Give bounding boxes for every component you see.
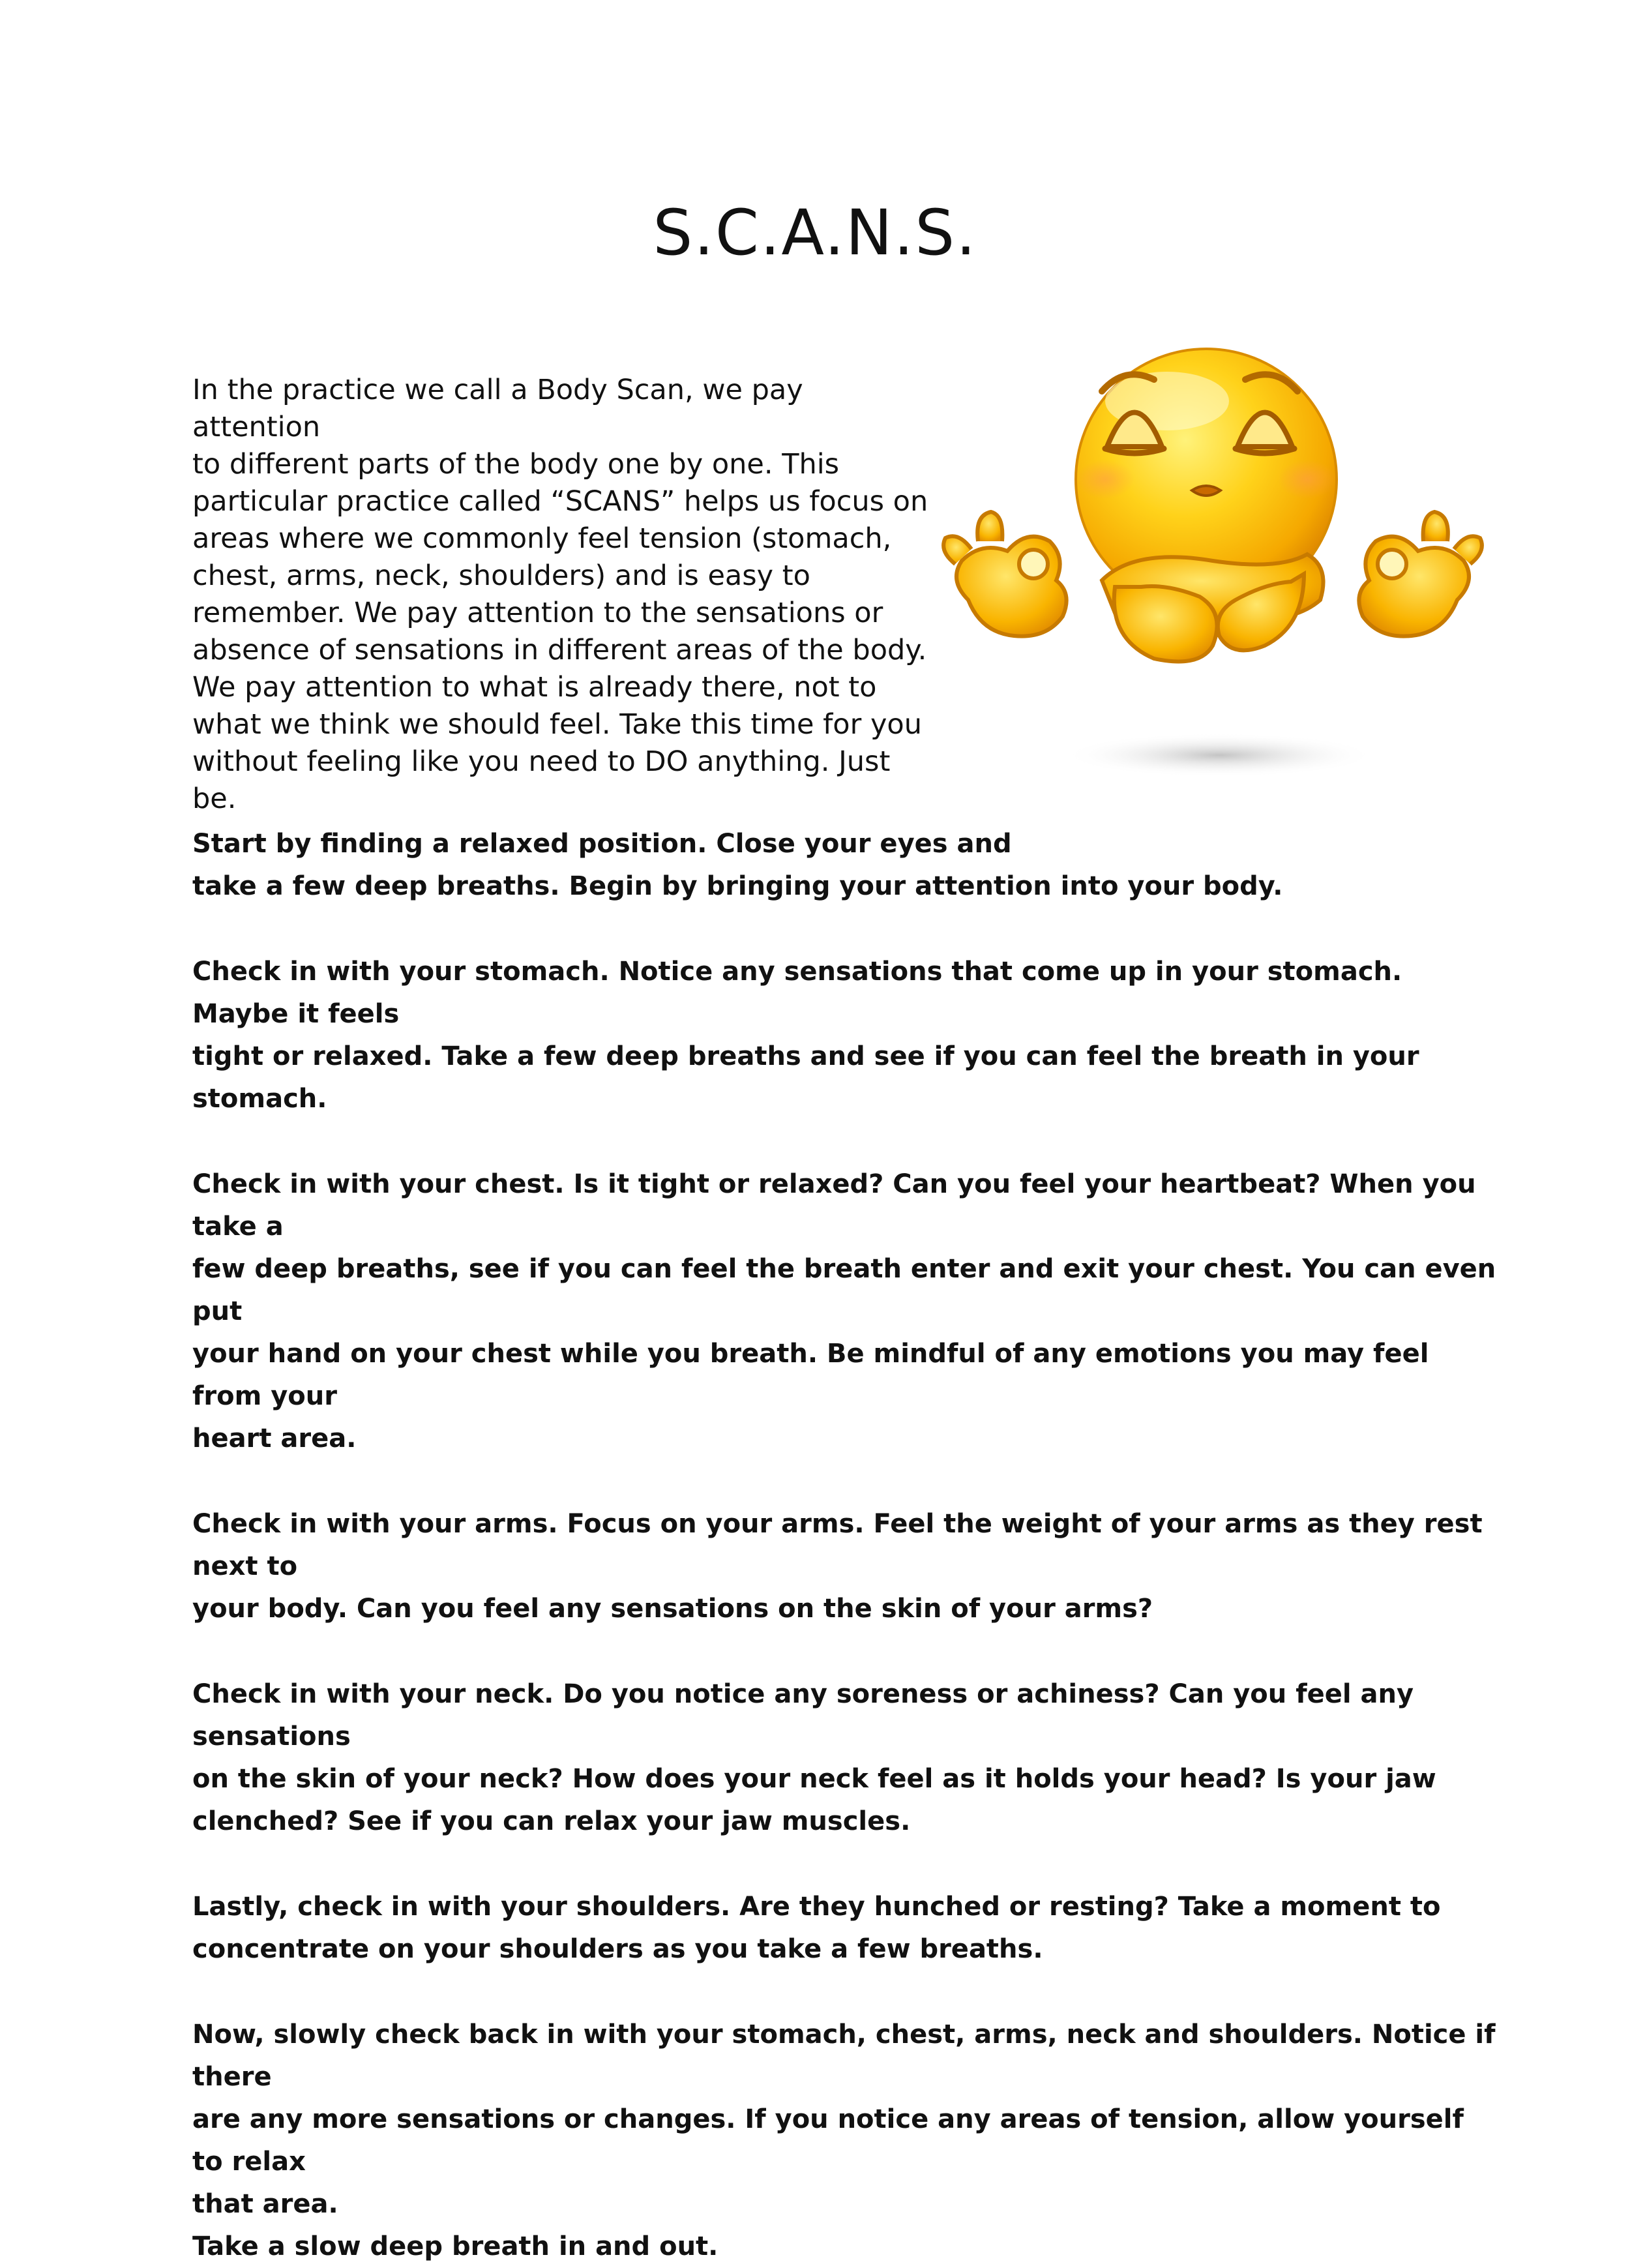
instruction-recheck: Now, slowly check back in with your stomach, chest, arms, neck and shoulders. Notice if there are any more sensations or changes. If you notice any areas of tension, allow yourself to relax that area.: [192, 2020, 1496, 2219]
instructions: [192, 823, 1496, 2268]
instruction-shoulders: Lastly, check in with your shoulders. Are they hunched or resting? Take a moment to concentrate on your shoulders as you take a few breaths.: [192, 1892, 1441, 1964]
intro-paragraph: In the practice we call a Body Scan, we pay attention to different parts of the body one by one. This particular practice called “SCANS” helps us focus on areas where we commonly feel tension (stomach, chest, arms, neck, shoulders) and is easy to remember. We pay attention to the sensations or absence of sensations in different areas of the body. We pay attention to what is already there, not to what we think we should feel. Take this time for you without feeling like you need to DO anything. Just be.: [192, 374, 928, 815]
instruction-neck: Check in with your neck. Do you notice any soreness or achiness? Can you feel any sensations on the skin of your neck? How does your neck feel as it holds your head? Is your jaw clenched? See if you can relax your jaw muscles.: [192, 1679, 1436, 1836]
instruction-arms: Check in with your arms. Focus on your arms. Feel the weight of your arms as they rest next to your body. Can you feel any sensations on the skin of your arms?: [192, 1509, 1483, 1624]
instruction-start: Start by finding a relaxed position. Close your eyes and take a few deep breaths. Begin by bringing your attention into your body.: [192, 829, 1283, 901]
instruction-chest: Check in with your chest. Is it tight or relaxed? Can you feel your heartbeat? When you take a few deep breaths, see if you can feel the breath enter and exit your chest. You can even put your hand on your chest while you breath. Be mindful of any emotions you may feel from your heart area.: [192, 1169, 1496, 1454]
instruction-final: Take a slow deep breath in and out.: [192, 2231, 719, 2261]
meditating-emoji-icon: [939, 339, 1487, 796]
instruction-stomach: Check in with your stomach. Notice any sensations that come up in your stomach. Maybe it feels tight or relaxed. Take a few deep breaths and see if you can feel the breath in your stomach.: [192, 957, 1419, 1114]
page-title: S.C.A.N.S.: [653, 196, 977, 269]
